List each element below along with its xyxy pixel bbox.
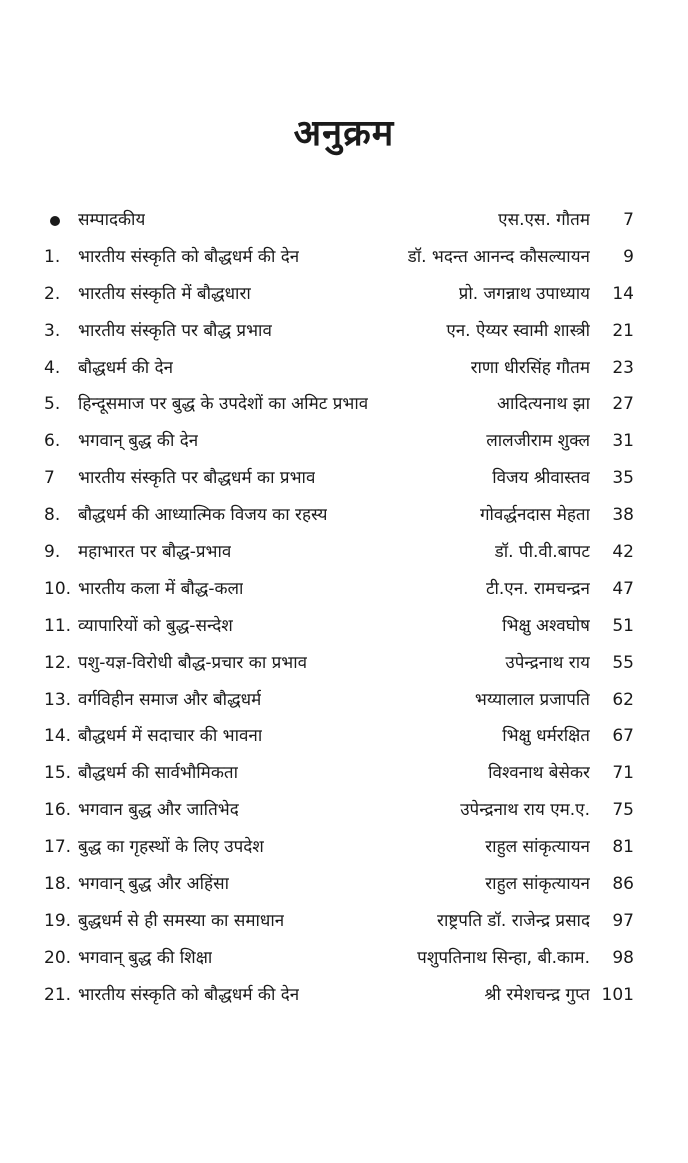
entry-page-number: 98 (612, 947, 634, 968)
entry-author: राष्ट्रपति डॉ. राजेन्द्र प्रसाद (437, 910, 590, 931)
entry-author: राहुल सांकृत्यायन (485, 874, 590, 895)
table-of-contents (44, 206, 634, 1018)
entry-author: भय्यालाल प्रजापति (474, 689, 590, 710)
entry-title: भारतीय संस्कृति को बौद्धधर्म की देन (78, 246, 300, 267)
entry-number: 1. (44, 246, 61, 267)
entry-author: प्रो. जगन्नाथ उपाध्याय (458, 283, 590, 304)
entry-author: राहुल सांकृत्यायन (485, 837, 590, 858)
entry-author: विजय श्रीवास्तव (492, 468, 590, 489)
entry-title: भारतीय संस्कृति पर बौद्ध प्रभाव (78, 320, 272, 341)
entry-title: बुद्धधर्म से ही समस्या का समाधान (78, 910, 285, 931)
toc-entry (44, 759, 634, 796)
toc-entry (44, 538, 634, 575)
entry-page-number: 55 (612, 652, 634, 673)
entry-author: टी.एन. रामचन्द्रन (485, 578, 590, 599)
entry-number: 13. (44, 689, 72, 710)
entry-page-number: 67 (612, 726, 634, 747)
entry-number: 7 (44, 468, 55, 489)
toc-entry (44, 649, 634, 686)
entry-number: 9. (44, 542, 61, 563)
entry-page-number: 7 (623, 210, 634, 230)
entry-page-number: 47 (612, 578, 634, 599)
entry-number: 19. (44, 910, 72, 931)
entry-author: उपेन्द्रनाथ राय एम.ए. (460, 800, 590, 821)
toc-entry (44, 870, 634, 907)
entry-title: बौद्धधर्म में सदाचार की भावना (78, 726, 263, 747)
entry-author: एन. ऐय्यर स्वामी शास्त्री (446, 320, 590, 341)
entry-author: डॉ. पी.वी.बापट (494, 542, 590, 563)
entry-page-number: 14 (612, 283, 634, 304)
entry-number: 6. (44, 431, 61, 452)
entry-author: लालजीराम शुक्ल (486, 431, 590, 452)
entry-title: भगवान बुद्ध और जातिभेद (78, 800, 239, 821)
entry-page-number: 9 (623, 246, 634, 267)
entry-author: भिक्षु अश्वघोष (502, 615, 590, 636)
entry-title: बौद्धधर्म की देन (78, 357, 174, 378)
entry-number: 4. (44, 357, 61, 378)
entry-author: विश्वनाथ बेसेकर (488, 763, 590, 784)
entry-page-number: 27 (612, 394, 634, 415)
entry-page-number: 86 (612, 874, 634, 895)
entry-page-number: 23 (612, 357, 634, 378)
entry-title: भारतीय संस्कृति में बौद्धधारा (78, 283, 251, 304)
entry-number: 3. (44, 320, 61, 341)
toc-entry (44, 686, 634, 723)
entry-title: पशु-यज्ञ-विरोधी बौद्ध-प्रचार का प्रभाव (78, 652, 308, 673)
entry-author: भिक्षु धर्मरक्षित (502, 726, 590, 747)
toc-entry (44, 796, 634, 833)
entry-number: 17. (44, 837, 72, 858)
entry-title: भगवान् बुद्ध और अहिंसा (78, 874, 229, 895)
entry-title: बुद्ध का गृहस्थों के लिए उपदेश (78, 837, 264, 858)
entry-page-number: 31 (612, 431, 634, 452)
toc-entry (44, 390, 634, 427)
entry-title: वर्गविहीन समाज और बौद्धधर्म (78, 689, 262, 710)
toc-entry (44, 612, 634, 649)
entry-title: बौद्धधर्म की सार्वभौमिकता (78, 763, 238, 784)
toc-entry (44, 243, 634, 280)
entry-title: महाभारत पर बौद्ध-प्रभाव (78, 542, 232, 563)
entry-title: भगवान् बुद्ध की देन (78, 431, 199, 452)
entry-page-number: 42 (612, 542, 634, 563)
entry-number: 8. (44, 505, 61, 526)
toc-entry (44, 907, 634, 944)
entry-page-number: 81 (612, 837, 634, 858)
toc-entry (44, 317, 634, 354)
entry-number: 16. (44, 800, 72, 821)
toc-entry (44, 501, 634, 538)
entry-title: भारतीय संस्कृति को बौद्धधर्म की देन (78, 984, 300, 1005)
entry-number: 12. (44, 652, 72, 673)
toc-entry (44, 354, 634, 391)
entry-number: 18. (44, 874, 72, 895)
entry-number: 11. (44, 615, 72, 636)
toc-entry (44, 722, 634, 759)
page-title: अनुक्रम (293, 113, 395, 154)
entry-number: 5. (44, 394, 61, 415)
entry-page-number: 101 (601, 984, 634, 1005)
entry-author: डॉ. भदन्त आनन्द कौसल्यायन (407, 246, 590, 267)
entry-author: आदित्यनाथ झा (497, 394, 590, 415)
entry-title: भगवान् बुद्ध की शिक्षा (78, 947, 213, 968)
entry-page-number: 71 (612, 763, 634, 784)
toc-entry (44, 944, 634, 981)
toc-entry (44, 981, 634, 1018)
entry-title: हिन्दूसमाज पर बुद्ध के उपदेशों का अमिट प्रभाव (78, 394, 369, 415)
entry-page-number: 97 (612, 910, 634, 931)
entry-author: एस.एस. गौतम (498, 210, 590, 230)
toc-entry (44, 575, 634, 612)
entry-title: भारतीय संस्कृति पर बौद्धधर्म का प्रभाव (78, 468, 316, 489)
entry-page-number: 75 (612, 800, 634, 821)
entry-page-number: 62 (612, 689, 634, 710)
toc-entry (44, 427, 634, 464)
entry-title: भारतीय कला में बौद्ध-कला (78, 578, 244, 599)
entry-page-number: 38 (612, 505, 634, 526)
entry-page-number: 21 (612, 320, 634, 341)
entry-author: गोवर्द्धनदास मेहता (479, 505, 590, 526)
entry-author: पशुपतिनाथ सिन्हा, बी.काम. (417, 947, 590, 968)
entry-number: 2. (44, 283, 61, 304)
entry-number: 15. (44, 763, 72, 784)
entry-number: 20. (44, 947, 72, 968)
entry-title: सम्पादकीय (78, 210, 146, 230)
entry-number: 21. (44, 984, 72, 1005)
toc-entry (44, 833, 634, 870)
toc-entry (44, 280, 634, 317)
entry-number: 10. (44, 578, 72, 599)
entry-author: श्री रमेशचन्द्र गुप्त (484, 984, 590, 1005)
entry-page-number: 35 (612, 468, 634, 489)
entry-number: 14. (44, 726, 72, 747)
entry-author: उपेन्द्रनाथ राय (505, 652, 590, 673)
entry-author: राणा धीरसिंह गौतम (470, 357, 590, 378)
entry-page-number: 51 (612, 615, 634, 636)
toc-entry (44, 464, 634, 501)
toc-entry (44, 206, 634, 243)
entry-title: व्यापारियों को बुद्ध-सन्देश (78, 615, 233, 636)
entry-title: बौद्धधर्म की आध्यात्मिक विजय का रहस्य (78, 505, 328, 526)
bullet-icon (50, 216, 60, 226)
